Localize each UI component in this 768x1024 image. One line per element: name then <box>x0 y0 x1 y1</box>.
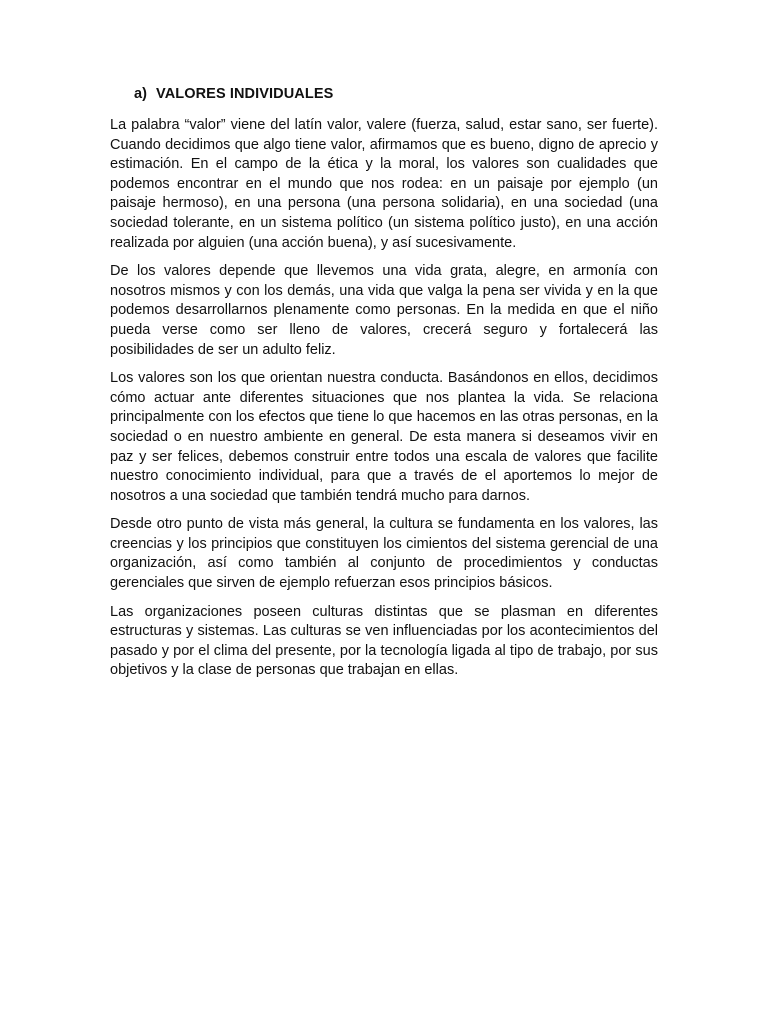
paragraph: La palabra “valor” viene del latín valor, valere (fuerza, salud, estar sano, ser fuerte). Cuando decidimos que algo tiene valor, afirmamos que es bueno, digno de aprecio y estimación. En el campo de la ética y la moral, los valores son cualidades que podemos encontrar en el mundo que nos rodea: en un paisaje por ejemplo (un paisaje hermoso), en una persona (una persona solidaria), en una sociedad (una sociedad tolerante, en un sistema político (un sistema político justo), en una acción realizada por alguien (una acción buena), y así sucesivamente. <box>110 117 658 251</box>
document-page <box>110 84 658 690</box>
paragraph: Los valores son los que orientan nuestra conducta. Basándonos en ellos, decidimos cómo actuar ante diferentes situaciones que nos plantea la vida. Se relaciona principalmente con los efectos que tiene lo que hacemos en las otras personas, en la sociedad o en nuestro ambiente en general. De esta manera si deseamos vivir en paz y ser felices, debemos construir entre todos una escala de valores que facilite nuestro conocimiento individual, para que a través de el aportemos lo mejor de nosotros a una sociedad que también tendrá mucho para darnos. <box>110 370 658 504</box>
paragraph: Desde otro punto de vista más general, la cultura se fundamenta en los valores, las creencias y los principios que constituyen los cimientos del sistema gerencial de una organización, así como también al conjunto de procedimientos y conductas gerenciales que sirven de ejemplo refuerzan esos principios básicos. <box>110 516 658 592</box>
paragraph: Las organizaciones poseen culturas distintas que se plasman en diferentes estructuras y sistemas. Las culturas se ven influenciadas por los acontecimientos del pasado y por el clima del presente, por la tecnología ligada al tipo de trabajo, por sus objetivos y la clase de personas que trabajan en ellas. <box>110 603 658 679</box>
section-heading <box>134 84 658 104</box>
section-marker: a) <box>134 86 148 102</box>
paragraph: De los valores depende que llevemos una vida grata, alegre, en armonía con nosotros mismos y con los demás, una vida que valga la pena ser vivida y en la que podemos desarrollarnos plenamente como personas. En la medida en que el niño pueda verse como ser lleno de valores, crecerá seguro y fortalecerá las posibilidades de ser un adulto feliz. <box>110 263 658 358</box>
section-title: VALORES INDIVIDUALES <box>156 86 334 102</box>
